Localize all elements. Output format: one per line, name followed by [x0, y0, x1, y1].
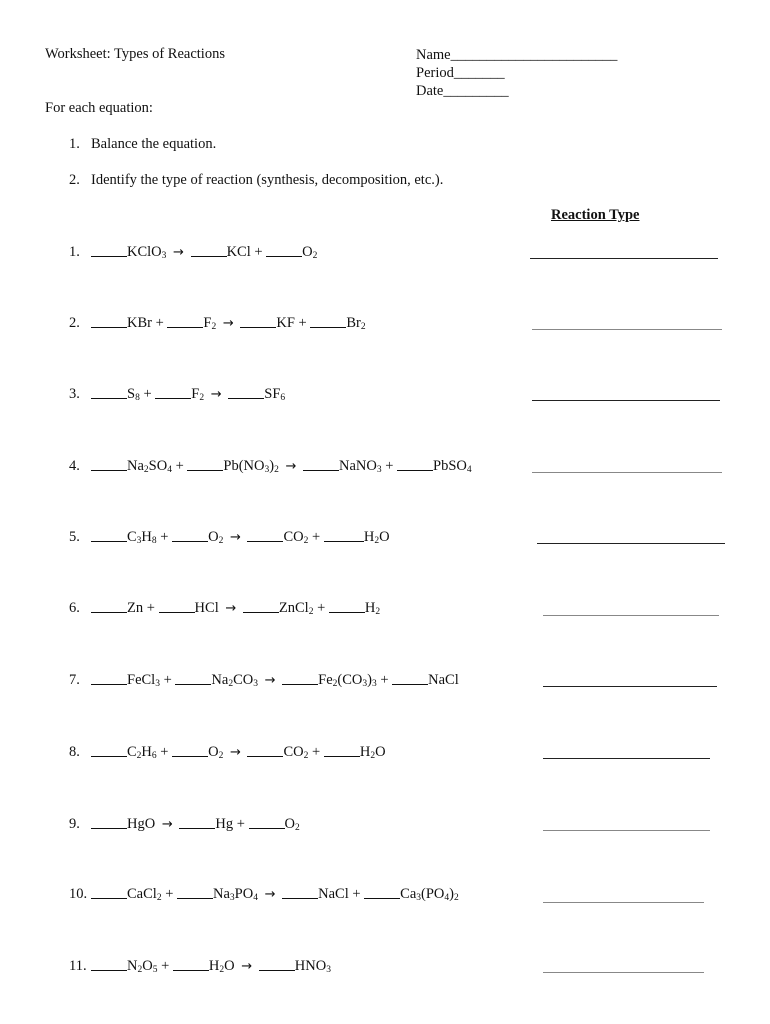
- answer-line-7[interactable]: [543, 686, 717, 687]
- intro-text: For each equation:: [45, 100, 153, 116]
- student-info-block: [416, 46, 617, 100]
- date-field[interactable]: Date_________: [416, 83, 509, 99]
- equation-5: 5. $C_3H_8 + O_2 \to CO_2 + H_2O$: [69, 529, 390, 546]
- period-field[interactable]: Period_______: [416, 65, 505, 81]
- equation-8: 8. $C_2H_6 + O_2 \to CO_2 + H_2O$: [69, 744, 386, 761]
- answer-line-11[interactable]: [543, 972, 704, 973]
- equation-4: 4. $Na_2SO_4 + Pb(NO_3)_2$ → NaNO$_3$ + PbSO$_4$: [69, 458, 472, 475]
- answer-line-8[interactable]: [543, 758, 710, 759]
- answer-line-9[interactable]: [543, 830, 710, 831]
- instruction-item: 2. Identify the type of reaction (synthesis, decomposition, etc.).: [69, 172, 444, 188]
- answer-line-5[interactable]: [537, 543, 725, 544]
- equation-10: 10. CaCl$_2$ + $Na_3PO_4$ → NaCl + $Ca_3(PO_4)_2$: [69, 886, 459, 903]
- answer-line-4[interactable]: [532, 472, 722, 473]
- answer-line-2[interactable]: [532, 329, 722, 330]
- reaction-type-header: Reaction Type: [551, 207, 640, 223]
- answer-line-10[interactable]: [543, 902, 704, 903]
- equation-11: 11. $N_2O_5 + H_2O \to HNO_3$: [69, 958, 331, 975]
- equation-3: 3. $S_8 + F_2 \to SF_6$: [69, 386, 286, 403]
- answer-line-1[interactable]: [530, 258, 718, 259]
- equation-6: 6. Zn + HCl → ZnCl$_2$ + $H_2$: [69, 600, 381, 617]
- equation-2: 2. KBr + $F_2$ → KF + $Br_2$: [69, 315, 366, 332]
- equation-7: 7. FeCl$_3$ + $Na_2CO_3 \to Fe_2(CO_3)_3$ + NaCl: [69, 672, 459, 689]
- instruction-item: 1. Balance the equation.: [69, 136, 217, 152]
- equation-1: 1. KClO$_3$ → KCl + $O_2$: [69, 244, 318, 261]
- answer-line-3[interactable]: [532, 400, 720, 401]
- answer-line-6[interactable]: [543, 615, 719, 616]
- worksheet-title: Worksheet: Types of Reactions: [45, 46, 225, 62]
- name-field[interactable]: Name_______________________: [416, 47, 618, 63]
- equation-9: 9. HgO → $Hg + O_2$: [69, 816, 300, 833]
